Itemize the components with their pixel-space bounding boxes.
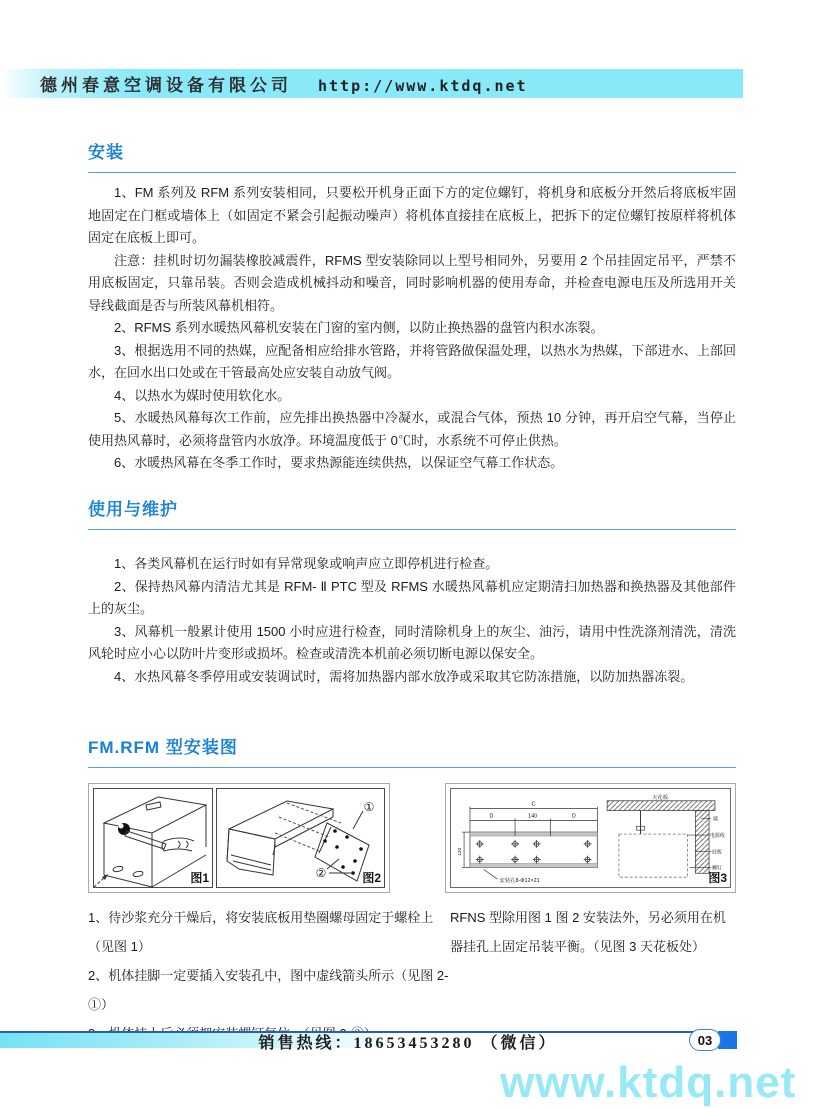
website-link[interactable]: http://www.ktdq.net	[318, 77, 528, 95]
maintenance-paragraphs	[88, 553, 736, 688]
screw-label: 螺钉	[712, 866, 722, 872]
installation-title: 安装	[88, 138, 736, 173]
diagram-section	[88, 733, 736, 1048]
unit-outline	[619, 834, 688, 877]
wall-label: 墙	[713, 817, 718, 823]
dashed-arrow	[94, 874, 108, 887]
maintenance-paragraph: 3、风幕机一般累计使用 1500 小时应进行检查，同时清除机身上的灰尘、油污，请用中性洗涤剂清洗，清洗风轮时应小心以防叶片变形或损坏。检查或清洗本机前必须切断电源以保安全。	[88, 623, 736, 661]
installation-paragraph: 注意：挂机时切勿漏装橡胶减震件，RFMS 型安装除同以上型号相同外，另要用 2 个吊挂固定吊平，严禁不用底板固定，只靠吊装。否则会造成机械抖动和噪音，同时影响机器的使用寿命，并检查电源电压及所选用开关导线截面是否与所装风幕机相符。	[88, 252, 736, 313]
figure-row	[88, 783, 736, 893]
ceiling-label: 天花板	[652, 794, 669, 801]
header-content	[0, 71, 528, 96]
installation-section	[88, 138, 736, 475]
wrench-icon	[118, 823, 166, 849]
dim-d-left: D	[489, 813, 494, 820]
installation-paragraph: 6、水暖热风幕在冬季工作时，要求热源能连续供热，以保证空气幕工作状态。	[114, 455, 564, 470]
maintenance-paragraph: 4、水热风幕冬季停用或安装调试时，需将加热器内部水放净或采取其它防冻措施，以防加热器冻裂。	[114, 668, 694, 684]
plate-label: 底板	[712, 850, 722, 856]
page-number-badge: 03	[689, 1029, 721, 1051]
ceiling-hatch	[607, 801, 715, 811]
installation-paragraph: 1、FM 系列及 RFM 系列安装相同，只要松开机身正面下方的定位螺钉，将机身和底板分开然后将底板牢固地固定在门框或墙体上（如固定不紧会引起振动噪声）将机体直接挂在底板上，把拆下的定位螺钉按原样将机体固定在底板上即可。	[88, 185, 736, 245]
figure-2-drawing	[217, 789, 383, 889]
power-label: 电源线	[710, 834, 725, 840]
captions-right-column	[450, 903, 736, 1048]
figure-1-label: 图1	[190, 871, 209, 885]
maintenance-paragraph: 1、各类风幕机在运行时如有异常现象或响声应立即停机进行检查。	[114, 556, 499, 571]
figure-3-label: 图3	[708, 871, 727, 885]
maintenance-title: 使用与维护	[88, 495, 736, 530]
figure-1	[93, 788, 213, 888]
diagram-title: FM.RFM 型安装图	[88, 733, 736, 768]
figure-2-label: 图2	[362, 871, 381, 885]
caption-item: 2、机体挂脚一定要插入安装孔中，图中虚线箭头所示（见图 2-①）	[88, 968, 449, 1012]
figure-box-fm	[88, 783, 390, 893]
captions-left-column	[88, 903, 450, 1048]
installation-paragraph: 3、根据选用不同的热媒，应配备相应给排水管路，并将管路做保温处理，以热水为热媒，下部进水、上部回水，在回水出口处或在干管最高处应安装自动放气阀。	[88, 342, 736, 380]
hand-icon	[162, 838, 194, 851]
figure-3-drawing	[451, 789, 730, 887]
watermark-url: www.ktdq.net	[500, 1058, 797, 1107]
installation-paragraph: 4、以热水为媒时使用软化水。	[114, 387, 291, 403]
caption-item: 1、待沙浆充分干燥后，将安装底板用垫圈螺母固定于螺栓上（见图 1）	[88, 910, 434, 954]
mounting-holes	[476, 840, 592, 864]
sales-hotline: 销售热线：18653453280 （微信）	[258, 1035, 558, 1052]
figure-2	[216, 788, 385, 888]
figure-captions	[88, 903, 736, 1048]
header-bar	[0, 69, 743, 98]
caption-rfns-note: RFNS 型除用图 1 图 2 安装法外，另必须用在机器挂孔上固定吊装平衡。（见图 3 天花板处）	[450, 910, 726, 954]
dim-140: 140	[528, 813, 538, 820]
maintenance-section	[88, 495, 736, 688]
installation-paragraphs	[88, 182, 736, 475]
company-name: 德州春意空调设备有限公司	[40, 76, 292, 95]
dim-height: 120	[458, 847, 464, 856]
dim-d-right: D	[571, 813, 576, 820]
installation-paragraph: 2、RFMS 系列水暖热风幕机安装在门窗的室内侧，以防止换热器的盘管内积水冻裂。	[114, 320, 604, 335]
holes-note: 安装孔8-Φ12×21	[499, 878, 540, 885]
figure-2-callout-2: ②	[315, 866, 327, 880]
installation-paragraph: 5、水暖热风幕每次工作前，应先排出换热器中冷凝水，或混合气体，预热 10 分钟，再开启空气幕，当停止使用热风幕时，必须将盘管内水放净。环境温度低于 0℃时，水系统不可停止供热。	[88, 410, 736, 448]
figure-2-callout-1: ①	[363, 800, 375, 814]
maintenance-paragraph: 2、保持热风幕内清洁尤其是 RFM- Ⅱ PTC 型及 RFMS 水暖热风幕机应定期清扫加热器和换热器及其他部件上的灰尘。	[88, 578, 736, 616]
figure-box-rfns	[445, 783, 736, 893]
figure-3	[450, 788, 731, 888]
wall-hatch	[695, 811, 709, 874]
dim-c: C	[531, 801, 536, 808]
